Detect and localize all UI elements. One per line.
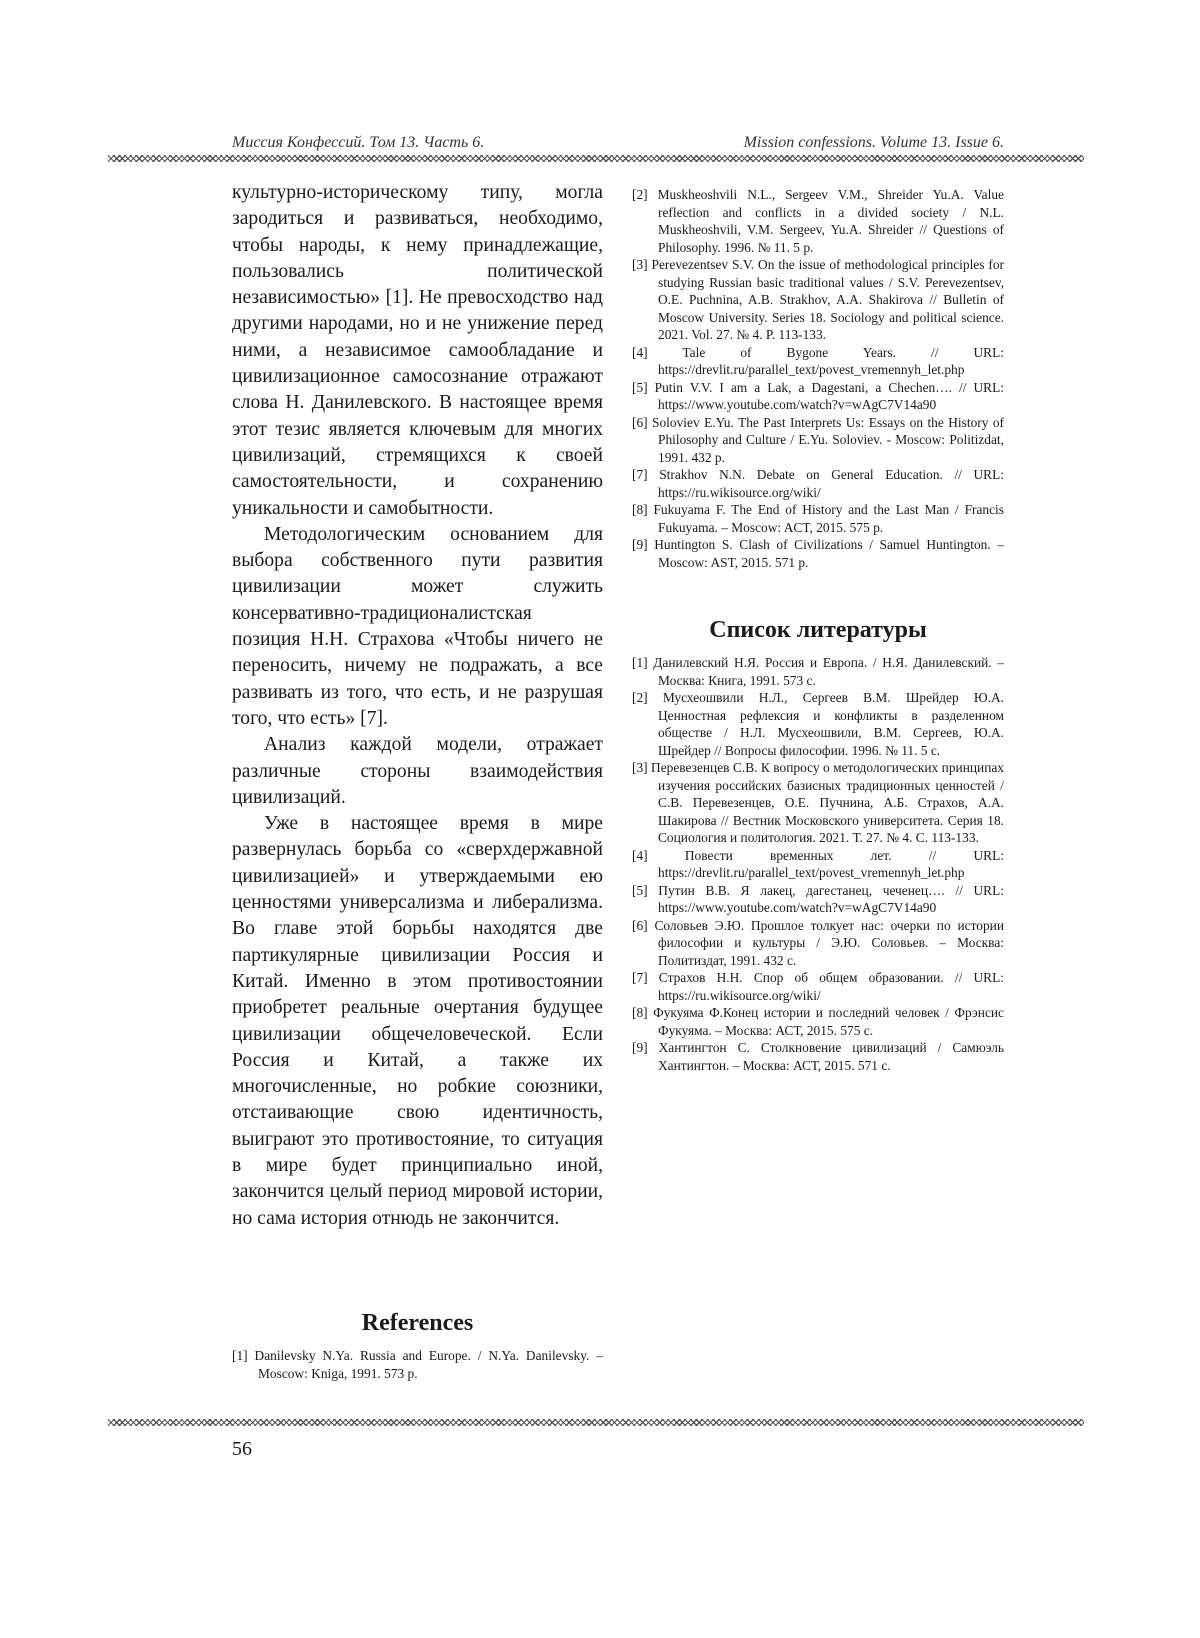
reference-item: [2] Muskheoshvili N.L., Sergeev V.M., Shreider Yu.A. Value reflection and conflicts in a divided society / N.L. Muskheoshvili, V.M. Sergeev, Yu.A. Shreider // Questions of Philosophy. 1996. № 11. 5 p. <box>632 186 1004 256</box>
footer-ornamental-rule <box>108 1419 1084 1426</box>
header-journal-en: Mission confessions. Volume 13. Issue 6. <box>744 134 1004 152</box>
header-ornamental-rule <box>108 155 1084 162</box>
literature-item: [9] Хантингтон С. Столкновение цивилизаций / Самюэль Хантингтон. – Москва: АСТ, 2015. 571 с. <box>632 1039 1004 1074</box>
literature-item: [3] Перевезенцев С.В. К вопросу о методологических принципах изучения российских базисных традиционных ценностей / С.В. Перевезенцев, О.Е. Пучнина, А.Б. Страхов, А.А. Шакирова // Вестник Московского университета. Серия 18. Социология и политология. 2021. Т. 27. № 4. С. 113-133. <box>632 759 1004 847</box>
reference-item: [5] Putin V.V. I am a Lak, a Dagestani, a Chechen…. // URL: https://www.youtube.com/watch?v=wAgC7V14a90 <box>632 379 1004 414</box>
reference-item: [3] Perevezentsev S.V. On the issue of methodological principles for studying Russian basic traditional values / S.V. Perevezentsev, O.E. Puchnina, A.B. Strakhov, A.A. Shakirova // Bulletin of Moscow University. Series 18. Sociology and political science. 2021. Vol. 27. № 4. P. 113-133. <box>632 256 1004 344</box>
literature-list <box>632 654 1004 1074</box>
body-text-column <box>232 180 603 1232</box>
literature-item: [8] Фукуяма Ф.Конец истории и последний человек / Фрэнсис Фукуяма. – Москва: АСТ, 2015. 575 с. <box>632 1004 1004 1039</box>
literature-item: [2] Мусхеошвили Н.Л., Сергеев В.М. Шрейдер Ю.А. Ценностная рефлексия и конфликты в разделенном обществе / Н.Л. Мусхеошвили, В.М. Сергеев, Ю.А. Шрейдер // Вопросы философии. 1996. № 11. 5 с. <box>632 689 1004 759</box>
references-list-left <box>232 1347 603 1382</box>
running-header <box>232 134 1004 156</box>
literature-item: [5] Путин В.В. Я лакец, дагестанец, чеченец…. // URL: https://www.youtube.com/watch?v=wAgC7V14a90 <box>632 882 1004 917</box>
reference-item: [7] Strakhov N.N. Debate on General Education. // URL: https://ru.wikisource.org/wiki/ <box>632 466 1004 501</box>
literature-heading: Список литературы <box>632 617 1004 644</box>
literature-item: [6] Соловьев Э.Ю. Прошлое толкует нас: очерки по истории философии и культуры / Э.Ю. Соловьев. – Москва: Политиздат, 1991. 432 с. <box>632 917 1004 970</box>
literature-item: [1] Данилевский Н.Я. Россия и Европа. / Н.Я. Данилевский. – Москва: Книга, 1991. 573 с. <box>632 654 1004 689</box>
body-paragraph: Методологическим основанием для выбора собственного пути развития цивилизации может служить консервативно-традиционалистская позиция Н.Н. Страхова «Чтобы ничего не переносить, ничему не подражать, а все развивать из того, что есть, и не разрушая того, что есть» [7]. <box>232 522 603 732</box>
body-paragraph: Уже в настоящее время в мире развернулась борьба со «сверхдержавной цивилизацией» и утверждаемыми ею ценностями универсализма и либерализма. Во главе этой борьбы находятся две партикулярные цивилизации Россия и Китай. Именно в этом противостоянии приобретет реальные очертания будущее цивилизации общечеловеческой. Если Россия и Китай, а также их многочисленные, но робкие союзники, отстаивающие свою идентичность, выиграют это противостояние, то ситуация в мире будет принципиально иной, закончится целый период мировой истории, но сама история отнюдь не закончится. <box>232 811 603 1232</box>
reference-item: [6] Soloviev E.Yu. The Past Interprets Us: Essays on the History of Philosophy and Culture / E.Yu. Soloviev. - Moscow: Politizdat, 1991. 432 p. <box>632 414 1004 467</box>
reference-item: [9] Huntington S. Clash of Civilizations / Samuel Huntington. – Moscow: AST, 2015. 571 p. <box>632 536 1004 571</box>
reference-item: [4] Tale of Bygone Years. // URL: https://drevlit.ru/parallel_text/povest_vremennyh_let.php <box>632 344 1004 379</box>
body-paragraph: Анализ каждой модели, отражает различные стороны взаимодействия цивилизаций. <box>232 732 603 811</box>
header-journal-ru: Миссия Конфессий. Том 13. Часть 6. <box>232 134 484 152</box>
page-number: 56 <box>232 1438 252 1461</box>
literature-item: [4] Повести временных лет. // URL: https://drevlit.ru/parallel_text/povest_vremennyh_let.php <box>632 847 1004 882</box>
literature-item: [7] Страхов Н.Н. Спор об общем образовании. // URL: https://ru.wikisource.org/wiki/ <box>632 969 1004 1004</box>
reference-item: [1] Danilevsky N.Ya. Russia and Europe. / N.Ya. Danilevsky. – Moscow: Kniga, 1991. 573 p. <box>232 1347 603 1382</box>
references-list-right <box>632 186 1004 571</box>
reference-item: [8] Fukuyama F. The End of History and the Last Man / Francis Fukuyama. – Moscow: ACT, 2015. 575 p. <box>632 501 1004 536</box>
body-paragraph: культурно-историческому типу, могла зародиться и развиваться, необходимо, чтобы народы, к нему принадлежащие, пользовались политической независимостью» [1]. Не превосходство над другими народами, но и не унижение перед ними, а независимое самообладание и цивилизационное самосознание отражают слова Н. Данилевского. В настоящее время этот тезис является ключевым для многих цивилизаций, стремящихся к своей самостоятельности, и сохранению уникальности и самобытности. <box>232 180 603 522</box>
references-heading: References <box>232 1310 603 1337</box>
